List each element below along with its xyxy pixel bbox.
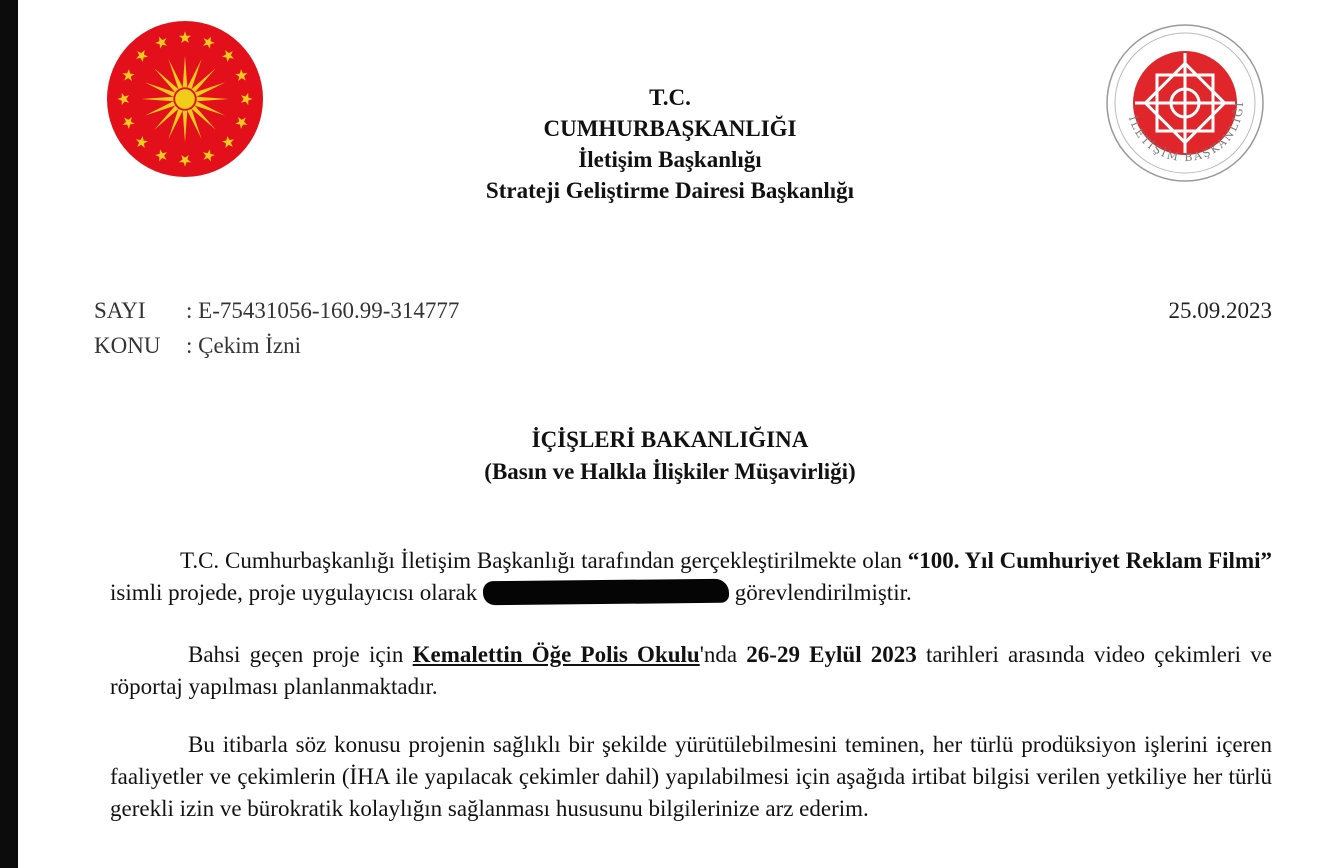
p2-text-c: tarihleri arasında video çekimleri ve röportaj yapılması planlanmaktadır. <box>110 642 1272 699</box>
subject <box>94 333 301 359</box>
konu-value: : Çekim İzni <box>186 333 301 358</box>
p2-location: Kemalettin Öğe Polis Okulu <box>412 642 700 667</box>
p2-text-b: 'nda <box>699 642 747 667</box>
presidential-emblem-icon <box>106 20 264 178</box>
konu-label: KONU <box>94 333 161 358</box>
communications-seal-icon <box>1105 23 1265 183</box>
p1-project-name: “100. Yıl Cumhuriyet Reklam Filmi” <box>907 548 1272 573</box>
p1-text-c: görevlendirilmiştir. <box>729 580 912 605</box>
paragraph-2 <box>110 639 1272 703</box>
sayi-value: : E-75431056-160.99-314777 <box>186 298 460 323</box>
addressee-subtitle: (Basın ve Halkla İlişkiler Müşavirliği) <box>484 459 856 484</box>
paragraph-3 <box>110 729 1272 825</box>
sayi-label: SAYI <box>94 298 146 323</box>
p3-text: Bu itibarla söz konusu projenin sağlıklı bir şekilde yürütülebilmesini teminen, her türlü prodüksiyon işlerini içeren faaliyetler ve çekimlerin (İHA ile yapılacak çekimler dahil) yapılabilmesi için aşağıda irtibat bilgisi verilen yetkiliye her türlü gerekli izin ve bürokratik kolaylığın sağlanması hususunu bilgilerinize arz ederim. <box>110 732 1272 821</box>
p1-text-a: T.C. Cumhurbaşkanlığı İletişim Başkanlığı tarafından gerçekleştirilmekte olan <box>180 548 908 573</box>
document-date: 25.09.2023 <box>1168 298 1272 323</box>
p1-text-b: isimli projede, proje uygulayıcısı olarak <box>110 580 484 605</box>
header-directorate: İletişim Başkanlığı <box>578 147 762 172</box>
letterhead <box>330 82 1010 206</box>
reference-number <box>94 298 459 324</box>
seal-text: İLETİŞİM BAŞKANLIĞI <box>1125 100 1247 165</box>
p2-text-a: Bahsi geçen proje için <box>188 642 413 667</box>
p2-dates: 26-29 Eylül 2023 <box>746 642 917 667</box>
addressee-title: İÇİŞLERİ BAKANLIĞINA <box>531 427 809 452</box>
header-department: Strateji Geliştirme Dairesi Başkanlığı <box>485 178 855 203</box>
scan-left-edge <box>0 0 18 868</box>
header-tc: T.C. <box>649 85 691 110</box>
redaction-mark <box>483 579 729 606</box>
paragraph-1 <box>110 545 1272 609</box>
header-presidency: CUMHURBAŞKANLIĞI <box>543 116 797 141</box>
